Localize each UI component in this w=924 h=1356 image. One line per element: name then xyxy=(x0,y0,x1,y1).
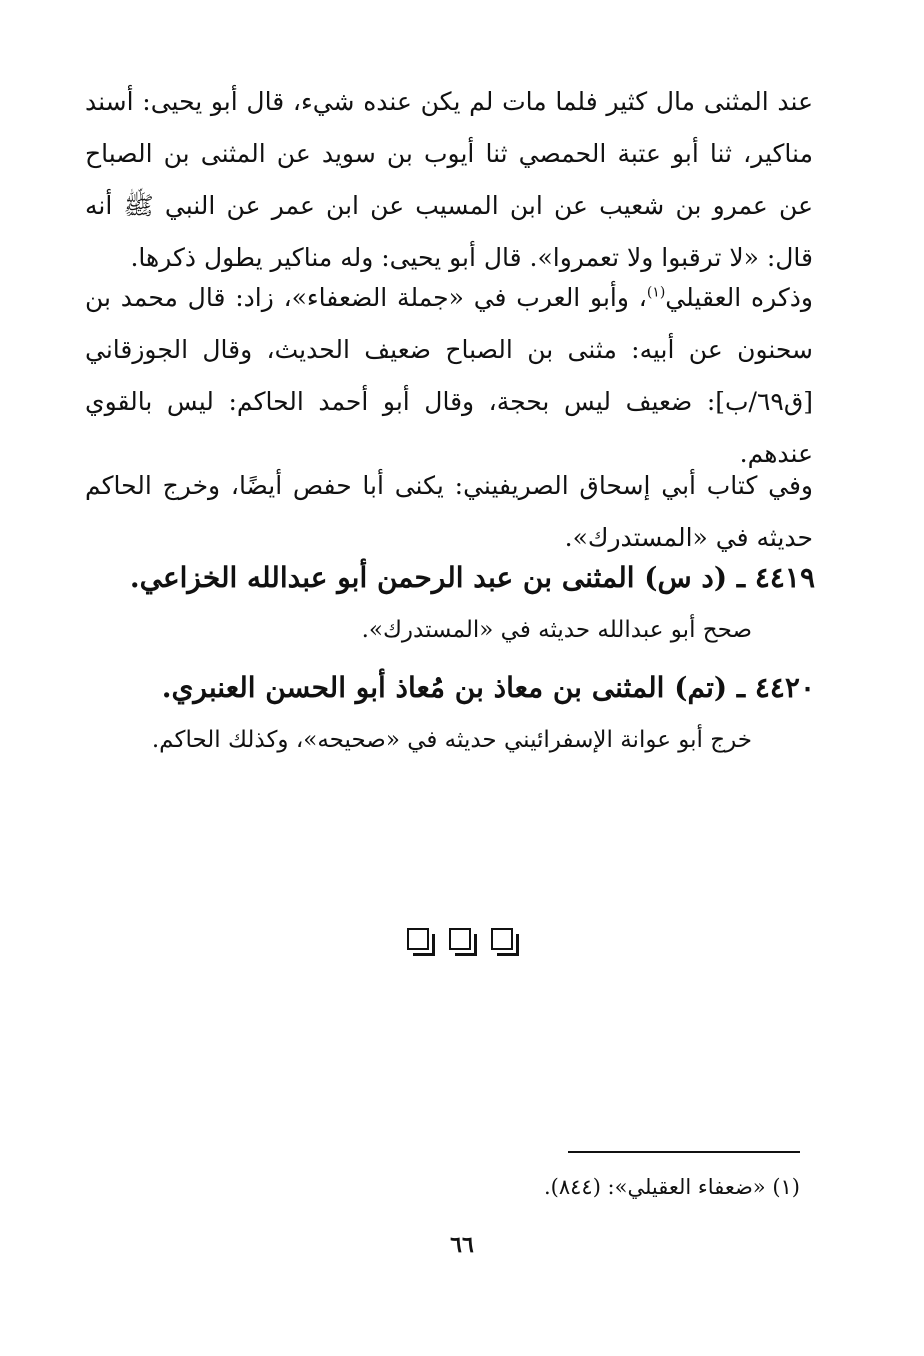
footnote: (١) «ضعفاء العقيلي»: (٨٤٤). xyxy=(543,1175,800,1199)
entry-body-4419: صحح أبو عبدالله حديثه في «المستدرك». xyxy=(361,617,752,643)
page-number: ٦٦ xyxy=(450,1232,474,1258)
section-end-squares-icon xyxy=(360,928,560,968)
paragraph-2-start: وذكره العقيلي xyxy=(665,283,814,312)
footnote-divider xyxy=(568,1151,800,1153)
paragraph-2-rest: ، وأبو العرب في «جملة الضعفاء»، زاد: قال محمد بن سحنون عن أبيه: مثنى بن الصباح ضعيف الحديث، وقال الجوزقاني [ق٦٩/ب]: ضعيف ليس بحجة، وقال أبو أحمد الحاكم: ليس بالقوي عندهم. xyxy=(85,283,813,468)
square-icon xyxy=(407,928,429,950)
square-icon xyxy=(491,928,513,950)
entry-heading-4419: ٤٤١٩ ـ (د س) المثنى بن عبد الرحمن أبو عبدالله الخزاعي. xyxy=(129,561,815,594)
paragraph-3: وفي كتاب أبي إسحاق الصريفيني: يكنى أبا حفص أيضًا، وخرج الحاكم حديثه في «المستدرك». xyxy=(85,471,813,552)
square-icon xyxy=(449,928,471,950)
entry-body-4420: خرج أبو عوانة الإسفرائيني حديثه في «صحيحه»، وكذلك الحاكم. xyxy=(151,727,752,753)
footnote-ref: (١) xyxy=(646,284,666,301)
paragraph-2 xyxy=(85,272,813,480)
paragraph-1: عند المثنى مال كثير فلما مات لم يكن عنده شيء، قال أبو يحيى: أسند مناكير، ثنا أبو عتبة الحمصي ثنا أيوب بن سويد عن المثنى بن الصباح عن عمرو بن شعيب عن ابن المسيب عن ابن عمر عن النبي ﷺ أنه قال: «لا ترقبوا ولا تعمروا». قال أبو يحيى: وله مناكير يطول ذكرها. xyxy=(85,87,813,272)
entry-heading-4420: ٤٤٢٠ ـ (تم) المثنى بن معاذ بن مُعاذ أبو الحسن العنبري. xyxy=(161,671,815,704)
